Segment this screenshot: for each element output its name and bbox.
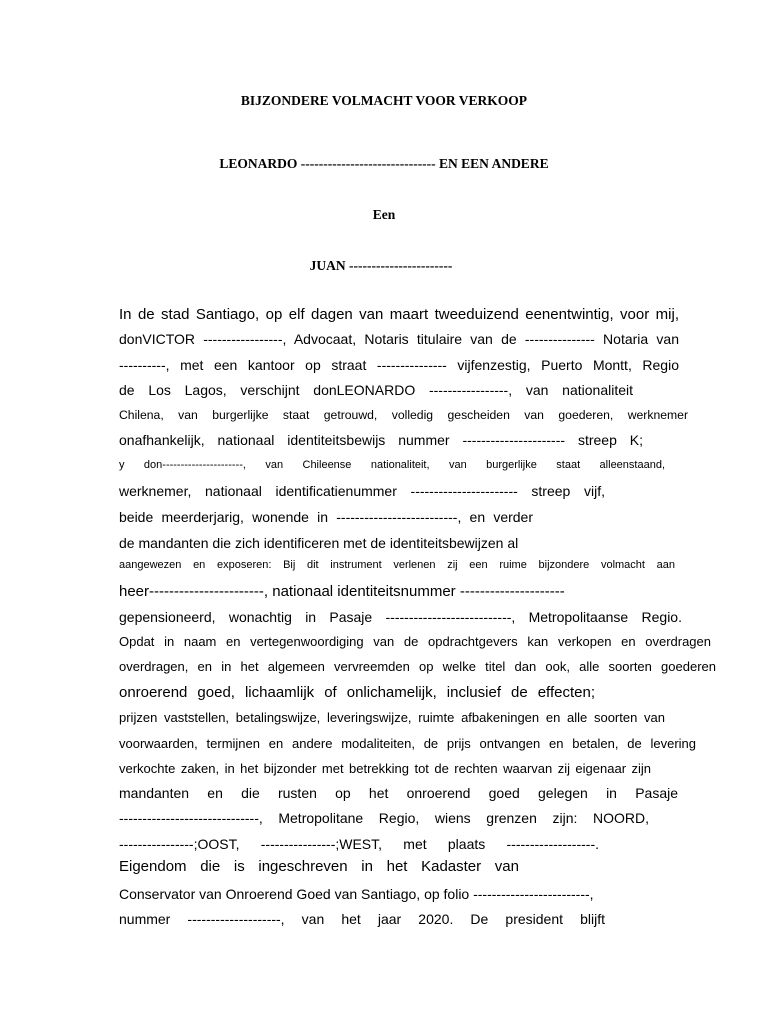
body-line: ----------, met een kantoor op straat --------------- vijfenzestig, Puerto Montt, Regio [119,357,679,373]
body-line: nummer --------------------, van het jaar 2020. De president blijft [119,911,605,927]
body-line: voorwaarden, termijnen en andere modaliteiten, de prijs ontvangen en betalen, de levering [119,736,696,751]
body-line: y don----------------------, van Chileense nationaliteit, van burgerlijke staat alleenstaand, [119,459,665,471]
body-line: de mandanten die zich identificeren met de identiteitsbewijzen al [119,535,519,551]
body-line: werknemer, nationaal identificatienummer ----------------------- streep vijf, [119,483,605,499]
body-line: Opdat in naam en vertegenwoordiging van de opdrachtgevers kan verkopen en overdragen [119,634,711,649]
body-line: overdragen, en in het algemeen vervreemden op welke titel dan ook, alle soorten goederen [119,659,716,674]
parties-heading: LEONARDO ------------------------------ EN EEN ANDERE [219,156,549,171]
body-line: gepensioneerd, wonachtig in Pasaje ---------------------------, Metropolitaanse Regio. [119,609,682,625]
body-line: ------------------------------, Metropolitane Regio, wiens grenzen zijn: NOORD, [119,810,649,826]
body-line: mandanten en die rusten op het onroerend goed gelegen in Pasaje [119,785,678,801]
body-line: beide meerderjarig, wonende in --------------------------, en verder [119,509,533,525]
body-line: onroerend goed, lichaamlijk of onlichamelijk, inclusief de effecten; [119,684,595,701]
party2-heading: JUAN ----------------------- [309,258,453,273]
body-line: In de stad Santiago, op elf dagen van maart tweeduizend eenentwintig, voor mij, [119,306,679,323]
body-line: Eigendom die is ingeschreven in het Kadaster van [119,858,519,875]
connector-heading: Een [372,207,396,222]
body-line: prijzen vaststellen, betalingswijze, leveringswijze, ruimte afbakeningen en alle soorten van [119,710,665,725]
document-title: BIJZONDERE VOLMACHT VOOR VERKOOP [240,93,528,108]
body-line: de Los Lagos, verschijnt donLEONARDO -----------------, van nationaliteit [119,382,633,398]
body-line: aangewezen en exposeren: Bij dit instrument verlenen zij een ruime bijzondere volmacht aan [119,559,675,571]
body-line: verkochte zaken, in het bijzonder met betrekking tot de rechten waarvan zij eigenaar zijn [119,761,651,776]
body-line: Chilena, van burgerlijke staat getrouwd, volledig gescheiden van goederen, werknemer [119,408,688,422]
body-line: donVICTOR -----------------, Advocaat, Notaris titulaire van de --------------- Notaria van [119,331,679,347]
body-line: Conservator van Onroerend Goed van Santiago, op folio -------------------------, [119,886,594,902]
body-line: onafhankelijk, nationaal identiteitsbewijs nummer ---------------------- streep K; [119,432,643,448]
body-line: ----------------;OOST, ----------------;WEST, met plaats -------------------. [119,836,599,852]
body-line: heer-----------------------, nationaal identiteitsnummer --------------------- [119,583,565,600]
